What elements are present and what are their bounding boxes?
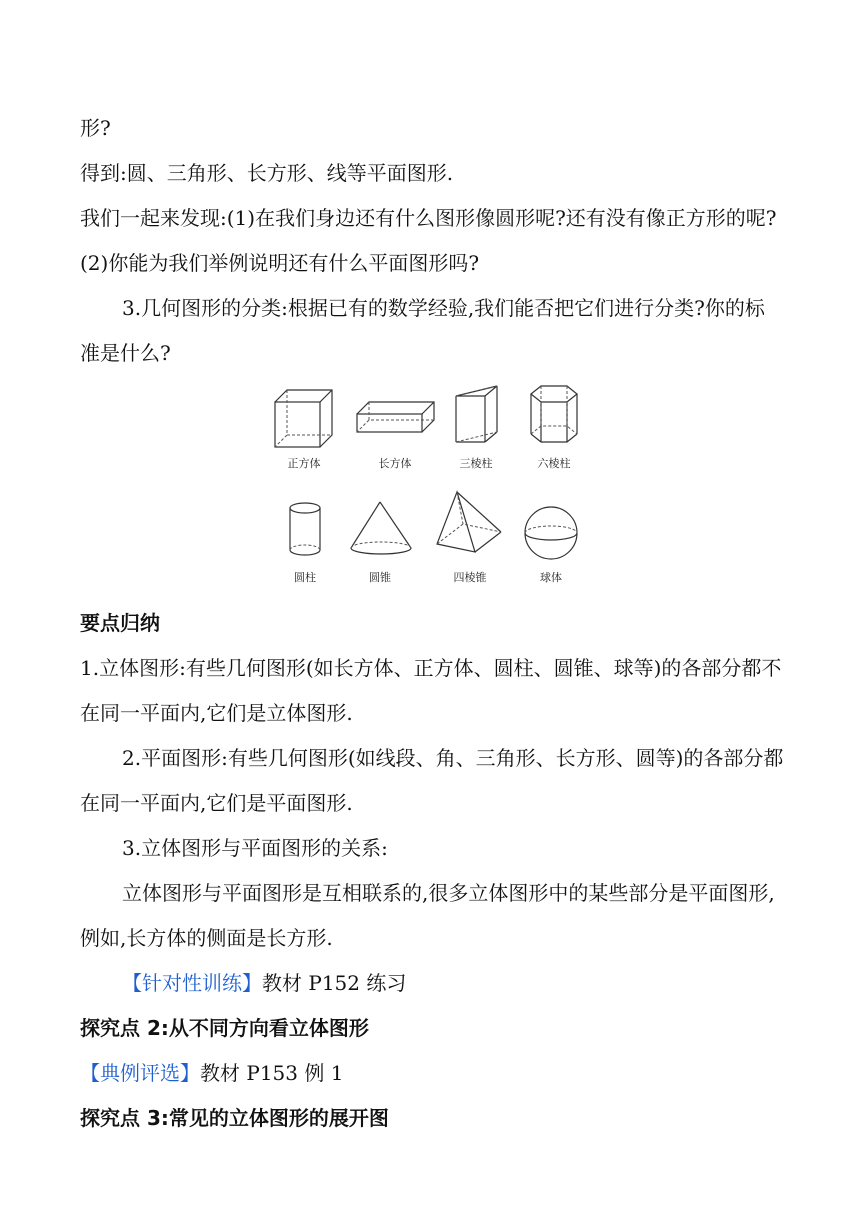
summary-2-line-2: 在同一平面内,它们是平面图形. bbox=[80, 791, 353, 815]
paragraph-4: (2)你能为我们举例说明还有什么平面图形吗? bbox=[80, 251, 480, 275]
summary-4-line-1: 立体图形与平面图形是互相联系的,很多立体图形中的某些部分是平面图形, bbox=[122, 881, 775, 905]
solids-figure bbox=[265, 382, 595, 587]
practice-line bbox=[122, 969, 406, 997]
example-bracket: 【典例评选】 bbox=[80, 1061, 200, 1085]
summary-2-line-1: 2.平面图形:有些几何图形(如线段、角、三角形、长方形、圆等)的各部分都 bbox=[122, 746, 784, 770]
triangular-prism-shape bbox=[456, 386, 497, 442]
paragraph-1: 形? bbox=[80, 116, 111, 140]
practice-bracket: 【针对性训练】 bbox=[122, 971, 262, 995]
sphere-shape bbox=[525, 507, 577, 559]
label-cuboid: 长方体 bbox=[378, 457, 412, 470]
example-line bbox=[80, 1059, 343, 1087]
label-sphere: 球体 bbox=[540, 571, 562, 584]
label-cylinder: 圆柱 bbox=[294, 571, 316, 584]
summary-heading: 要点归纳 bbox=[80, 611, 160, 635]
example-text: 教材 P153 例 1 bbox=[200, 1061, 344, 1085]
explore-3-heading: 探究点 3:常见的立体图形的展开图 bbox=[80, 1106, 389, 1130]
square-pyramid-shape bbox=[437, 492, 501, 552]
paragraph-5-line-2: 准是什么? bbox=[80, 341, 171, 365]
paragraph-5-line-1: 3.几何图形的分类:根据已有的数学经验,我们能否把它们进行分类?你的标 bbox=[122, 296, 765, 320]
label-square-pyramid: 四棱锥 bbox=[453, 571, 487, 584]
label-cone: 圆锥 bbox=[369, 571, 391, 584]
cone-shape bbox=[351, 502, 411, 554]
summary-1-line-1: 1.立体图形:有些几何图形(如长方体、正方体、圆柱、圆锥、球等)的各部分都不 bbox=[80, 656, 782, 680]
paragraph-3: 我们一起来发现:(1)在我们身边还有什么图形像圆形呢?还有没有像正方形的呢? bbox=[80, 206, 777, 230]
summary-1-line-2: 在同一平面内,它们是立体图形. bbox=[80, 701, 353, 725]
label-triangular-prism: 三棱柱 bbox=[459, 457, 493, 470]
label-hexagonal-prism: 六棱柱 bbox=[537, 457, 571, 470]
explore-2-heading: 探究点 2:从不同方向看立体图形 bbox=[80, 1016, 369, 1040]
practice-text: 教材 P152 练习 bbox=[262, 971, 407, 995]
cuboid-shape bbox=[357, 402, 434, 432]
paragraph-2: 得到:圆、三角形、长方形、线等平面图形. bbox=[80, 161, 454, 185]
label-cube: 正方体 bbox=[287, 457, 321, 470]
hexagonal-prism-shape bbox=[531, 386, 577, 442]
cube-shape bbox=[275, 390, 332, 447]
summary-3: 3.立体图形与平面图形的关系: bbox=[122, 836, 388, 860]
cylinder-shape bbox=[290, 503, 320, 555]
summary-4-line-2: 例如,长方体的侧面是长方形. bbox=[80, 926, 333, 950]
